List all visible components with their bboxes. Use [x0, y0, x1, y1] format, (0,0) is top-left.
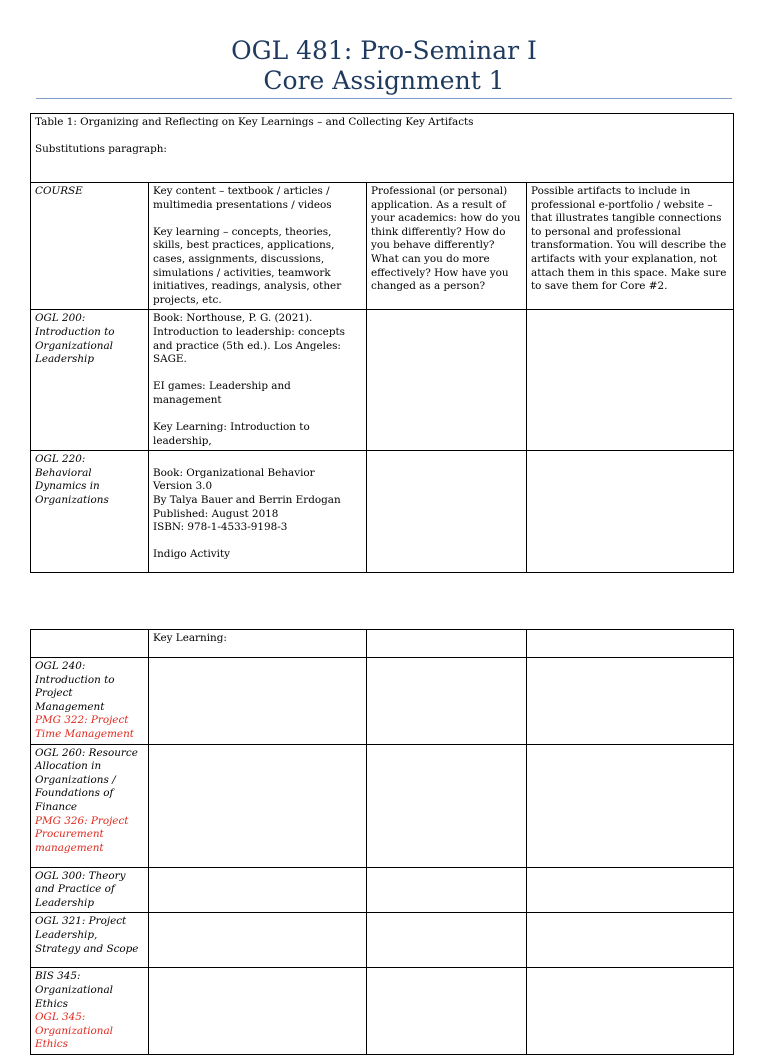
artifacts-cell[interactable] — [527, 968, 734, 1055]
course-cell — [31, 744, 149, 867]
content-cell[interactable] — [149, 451, 367, 573]
artifacts-cell[interactable] — [527, 744, 734, 867]
course-cell: OGL 200: Introduction to Organizational Leadership — [31, 310, 149, 451]
course-name: OGL 240: Introduction to Project Management — [35, 660, 115, 713]
content-line: Book: Organizational Behavior — [153, 466, 315, 479]
key-learnings-table-continued — [30, 629, 734, 1055]
course-cell: OGL 220: Behavioral Dynamics in Organizations — [31, 451, 149, 573]
title-divider — [36, 98, 732, 99]
content-cell[interactable] — [149, 744, 367, 867]
table-row — [31, 310, 734, 451]
application-cell[interactable] — [367, 310, 527, 451]
table-caption-row — [31, 114, 734, 183]
document-subtitle: Core Assignment 1 — [263, 66, 505, 95]
content-line: Published: August 2018 — [153, 507, 279, 520]
application-cell[interactable] — [367, 968, 527, 1055]
table-row — [31, 867, 734, 913]
course-cell: OGL 300: Theory and Practice of Leadership — [31, 867, 149, 913]
content-item: Indigo Activity — [153, 548, 231, 561]
artifacts-cell[interactable] — [527, 658, 734, 745]
course-substitution: OGL 345: Organizational Ethics — [35, 1011, 113, 1051]
header-application: Professional (or personal) application. As a result of your academics: how do you think differently? How do you behave differently? What can you do more effectively? How have you changed as a person? — [367, 183, 527, 310]
document-title: OGL 481: Pro-Seminar I — [231, 36, 537, 65]
course-cell: OGL 321: Project Leadership, Strategy and Scope — [31, 913, 149, 968]
header-key-content — [149, 183, 367, 310]
application-cell[interactable] — [367, 744, 527, 867]
table-header-row — [31, 630, 734, 658]
artifacts-cell[interactable] — [527, 867, 734, 913]
table-row — [31, 968, 734, 1055]
key-learnings-table — [30, 113, 734, 573]
table-row — [31, 913, 734, 968]
header-key-content-text: Key content – textbook / articles / multimedia presentations / videos — [153, 185, 332, 211]
course-cell — [31, 658, 149, 745]
header-artifacts: Possible artifacts to include in professional e-portfolio / website – that illustrates tangible connections to personal and professional transformation. You will describe the artifacts with your explanation, not attach them in this space. Make sure to save them for Core #2. — [527, 183, 734, 310]
header-course-empty — [31, 630, 149, 658]
application-cell[interactable] — [367, 658, 527, 745]
content-item: Key Learning: Introduction to leadership, — [153, 421, 310, 447]
course-substitution: PMG 322: Project Time Management — [35, 714, 134, 740]
content-item: EI games: Leadership and management — [153, 380, 291, 406]
artifacts-cell[interactable] — [527, 310, 734, 451]
course-substitution: PMG 326: Project Procurement management — [35, 814, 129, 854]
course-name: OGL 260: Resource Allocation in Organizations / Foundations of Finance — [35, 746, 138, 813]
content-cell[interactable] — [149, 867, 367, 913]
application-cell[interactable] — [367, 867, 527, 913]
table-row — [31, 744, 734, 867]
content-line: By Talya Bauer and Berrin Erdogan — [153, 494, 341, 507]
course-name: BIS 345: Organizational Ethics — [35, 970, 113, 1010]
header-key-learning-text: Key learning – concepts, theories, skills, best practices, applications, cases, assignments, discussions, simulations / activities, teamwork initiatives, readings, analysis, other projects, etc. — [153, 225, 342, 306]
substitutions-paragraph-label: Substitutions paragraph: — [35, 143, 167, 156]
table-row — [31, 451, 734, 573]
book-citation: Book: Northouse, P. G. (2021). Introduction to leadership: concepts and practice (5th ed.). Los Angeles: SAGE. — [153, 312, 345, 366]
artifacts-cell[interactable] — [527, 451, 734, 573]
course-cell — [31, 968, 149, 1055]
content-cell[interactable] — [149, 658, 367, 745]
header-empty — [367, 630, 527, 658]
content-line: Version 3.0 — [153, 480, 213, 493]
header-key-learning: Key Learning: — [149, 630, 367, 658]
header-empty — [527, 630, 734, 658]
content-cell[interactable] — [149, 968, 367, 1055]
content-cell[interactable] — [149, 310, 367, 451]
application-cell[interactable] — [367, 451, 527, 573]
table-caption-cell[interactable] — [31, 114, 734, 183]
table-row — [31, 658, 734, 745]
table-header-row — [31, 183, 734, 310]
content-line: ISBN: 978-1-4533-9198-3 — [153, 521, 288, 534]
header-course: COURSE — [31, 183, 149, 310]
application-cell[interactable] — [367, 913, 527, 968]
table-caption: Table 1: Organizing and Reflecting on Key Learnings – and Collecting Key Artifacts — [35, 116, 474, 128]
content-cell[interactable] — [149, 913, 367, 968]
artifacts-cell[interactable] — [527, 913, 734, 968]
